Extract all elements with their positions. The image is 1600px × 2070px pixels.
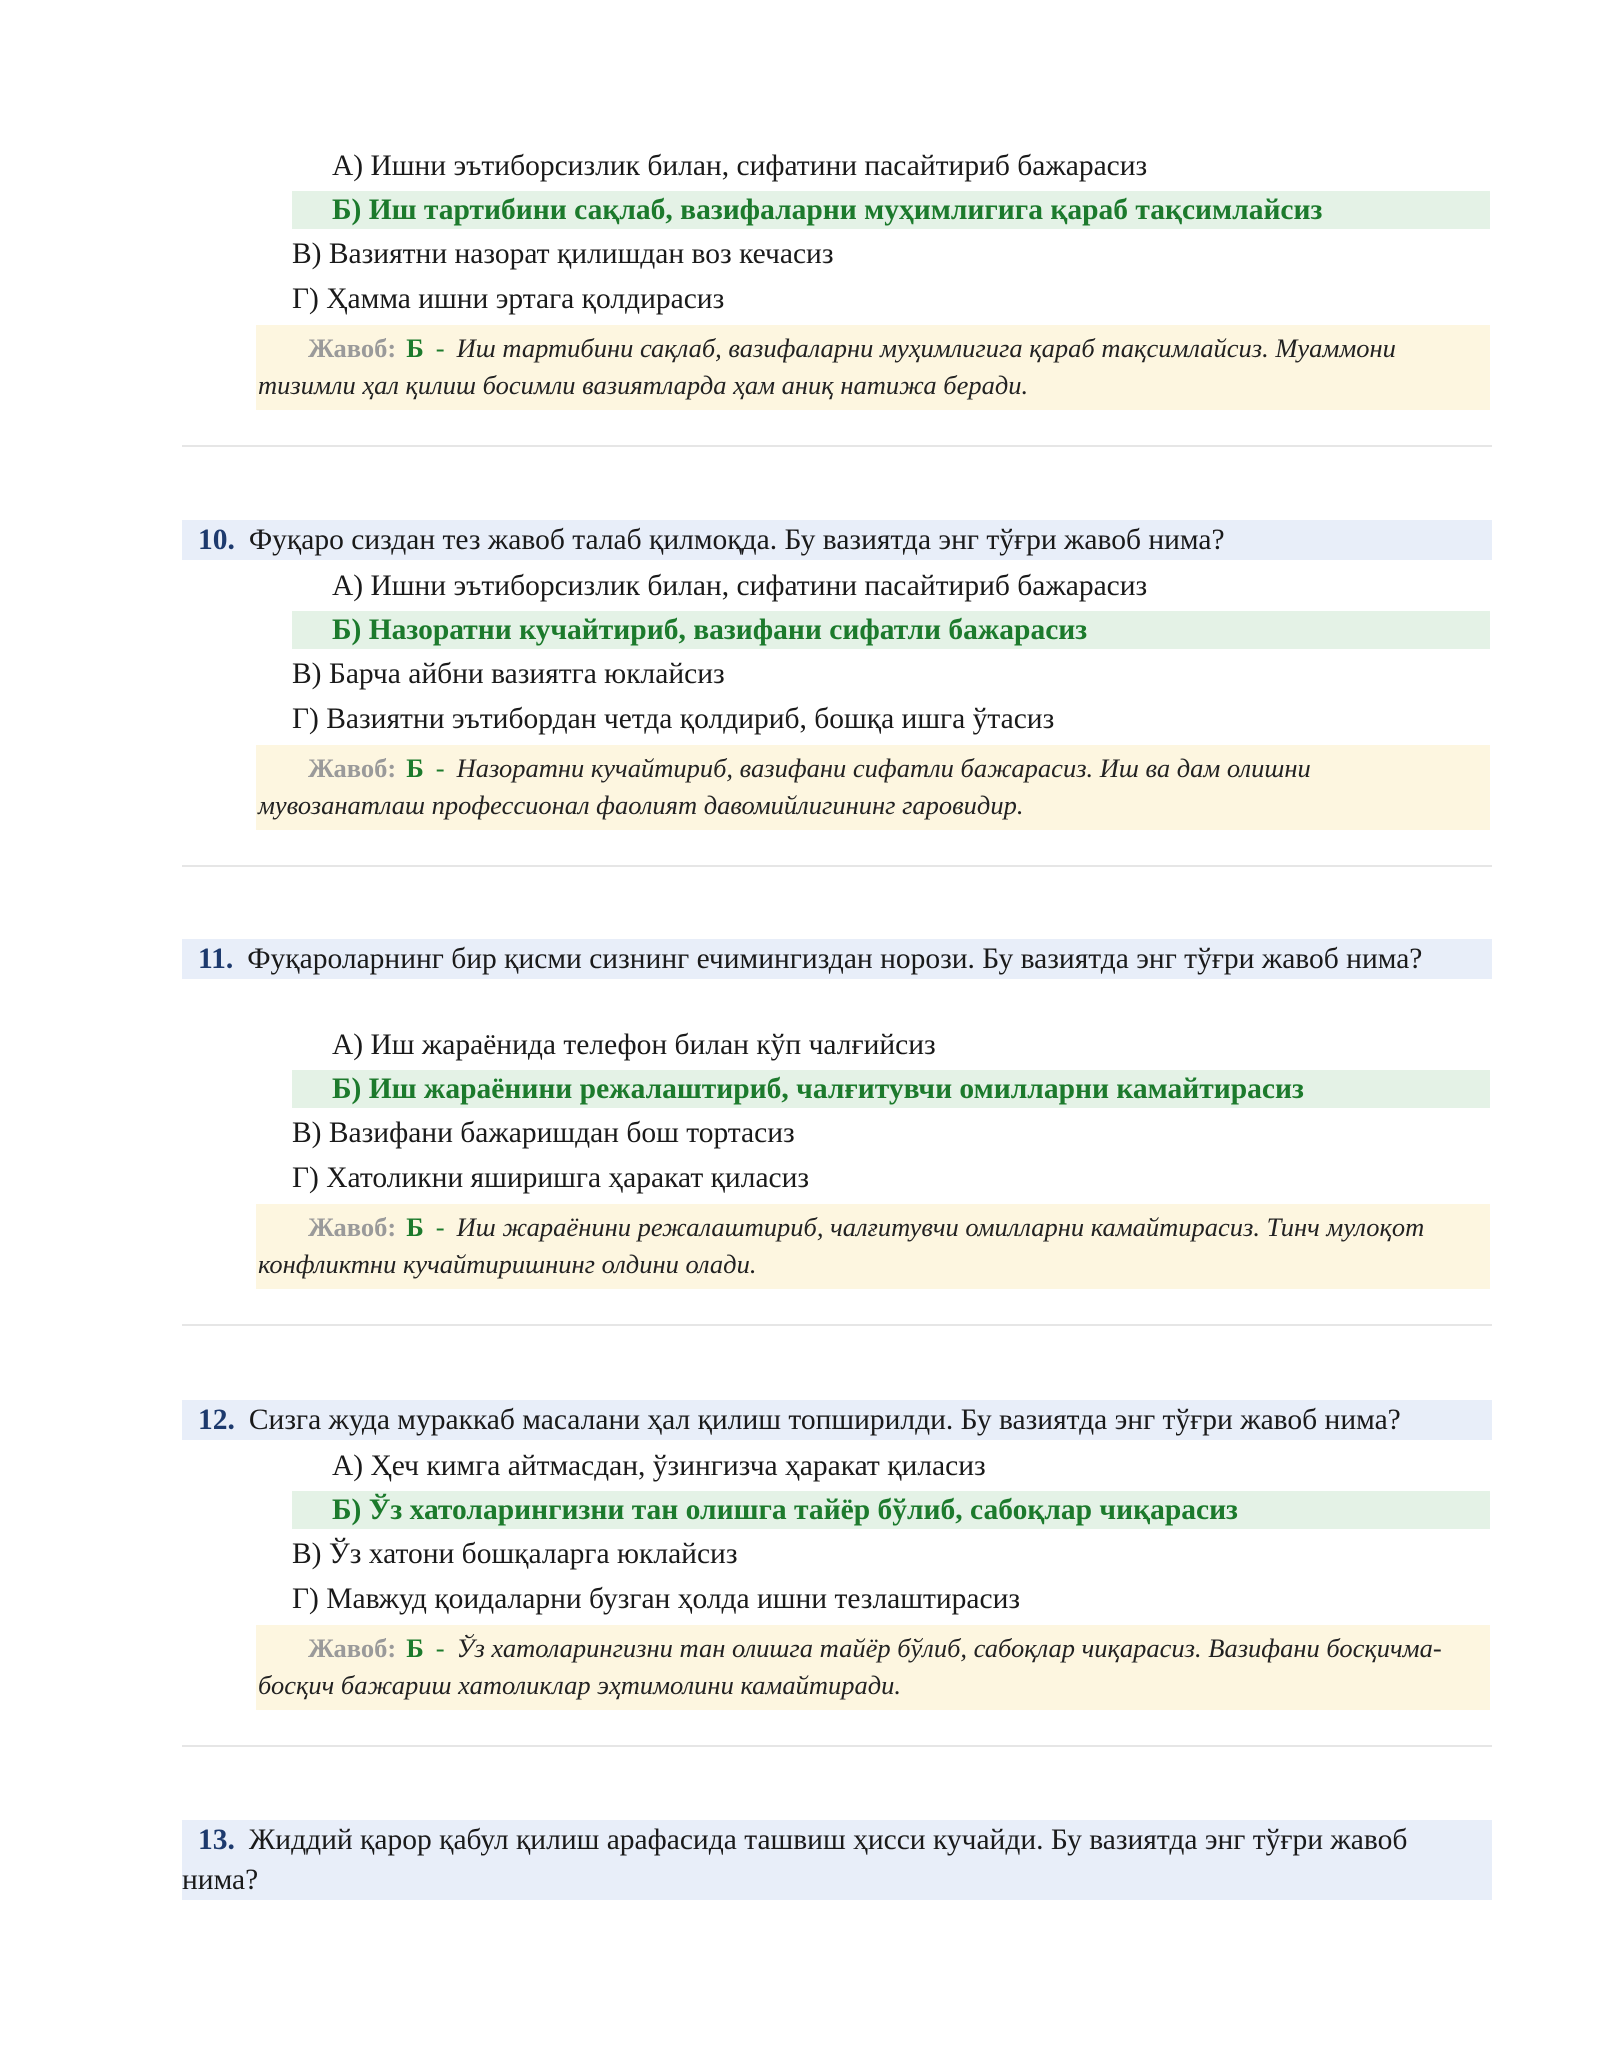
option-v: В) Ўз хатони бошқаларга юклайсиз — [292, 1538, 738, 1570]
question-12 — [182, 1400, 1492, 1440]
option-v: В) Вазиятни назорат қилишдан воз кечасиз — [292, 238, 834, 270]
option-a: А) Ишни эътиборсизлик билан, сифатини пасайтириб бажарасиз — [332, 570, 1148, 602]
answer-dash: - — [435, 753, 445, 783]
answer-box — [256, 1625, 1490, 1710]
question-text: Сизга жуда мураккаб масалани ҳал қилиш топширилди. Бу вазиятда энг тўғри жавоб нима? — [248, 1404, 1401, 1436]
separator — [182, 1745, 1492, 1747]
question-text: Фуқароларнинг бир қисми сизнинг ечимингиздан норози. Бу вазиятда энг тўғри жавоб нима? — [247, 943, 1423, 975]
answer-box — [256, 1204, 1490, 1289]
option-b-correct: Б) Ўз хатоларингизни тан олишга тайёр бўлиб, сабоқлар чиқарасиз — [292, 1491, 1490, 1529]
question-number: 11. — [198, 943, 234, 975]
option-a: А) Иш жараёнида телефон билан кўп чалғийсиз — [332, 1029, 936, 1061]
separator — [182, 865, 1492, 867]
answer-text: Иш тартибини сақлаб, вазифаларни муҳимлигига қараб тақсимлайсиз. Муаммони тизимли ҳал қилиш босимли вазиятларда ҳам аниқ натижа беради. — [258, 333, 1396, 400]
question-13 — [182, 1820, 1492, 1900]
answer-letter: Б — [406, 753, 424, 783]
question-text: Фуқаро сиздан тез жавоб талаб қилмоқда. Бу вазиятда энг тўғри жавоб нима? — [248, 524, 1225, 556]
answer-label: Жавоб: — [308, 333, 397, 363]
question-11 — [182, 939, 1492, 979]
answer-dash: - — [435, 1633, 445, 1663]
question-number: 10. — [198, 524, 235, 556]
question-number: 12. — [198, 1404, 235, 1436]
answer-label: Жавоб: — [308, 1212, 397, 1242]
answer-letter: Б — [406, 333, 424, 363]
option-g: Г) Мавжуд қоидаларни бузган ҳолда ишни тезлаштирасиз — [292, 1583, 1021, 1615]
option-g: Г) Хатоликни яширишга ҳаракат қиласиз — [292, 1162, 810, 1194]
question-number: 13. — [198, 1824, 235, 1856]
answer-box — [256, 745, 1490, 830]
answer-letter: Б — [406, 1212, 424, 1242]
answer-text: Ўз хатоларингизни тан олишга тайёр бўлиб, сабоқлар чиқарасиз. Вазифани босқичма-босқич бажариш хатоликлар эҳтимолини камайтиради. — [258, 1633, 1442, 1700]
separator — [182, 1324, 1492, 1326]
option-a: А) Ишни эътиборсизлик билан, сифатини пасайтириб бажарасиз — [332, 150, 1148, 182]
answer-dash: - — [435, 1212, 445, 1242]
option-v: В) Барча айбни вазиятга юклайсиз — [292, 658, 725, 690]
answer-letter: Б — [406, 1633, 424, 1663]
option-a: А) Ҳеч кимга айтмасдан, ўзингизча ҳаракат қиласиз — [332, 1450, 986, 1482]
separator — [182, 445, 1492, 447]
answer-box — [256, 325, 1490, 410]
option-b-correct: Б) Иш тартибини сақлаб, вазифаларни муҳимлигига қараб тақсимлайсиз — [292, 191, 1490, 229]
option-b-correct: Б) Иш жараёнини режалаштириб, чалғитувчи омилларни камайтирасиз — [292, 1070, 1490, 1108]
answer-text: Иш жараёнини режалаштириб, чалғитувчи омилларни камайтирасиз. Тинч мулоқот конфликтни кучайтиришнинг олдини олади. — [258, 1212, 1425, 1279]
option-g: Г) Ҳамма ишни эртага қолдирасиз — [292, 283, 725, 315]
option-g: Г) Вазиятни эътибордан четда қолдириб, бошқа ишга ўтасиз — [292, 703, 1055, 735]
answer-text: Назоратни кучайтириб, вазифани сифатли бажарасиз. Иш ва дам олишни мувозанатлаш профессионал фаолият давомийлигининг гаровидир. — [258, 753, 1311, 820]
question-text: Жиддий қарор қабул қилиш арафасида ташвиш ҳисси кучайди. Бу вазиятда энг тўғри жавоб нима? — [182, 1824, 1408, 1896]
option-b-correct: Б) Назоратни кучайтириб, вазифани сифатли бажарасиз — [292, 611, 1490, 649]
option-v: В) Вазифани бажаришдан бош тортасиз — [292, 1117, 795, 1149]
answer-label: Жавоб: — [308, 1633, 397, 1663]
answer-label: Жавоб: — [308, 753, 397, 783]
answer-dash: - — [435, 333, 445, 363]
question-10 — [182, 520, 1492, 560]
